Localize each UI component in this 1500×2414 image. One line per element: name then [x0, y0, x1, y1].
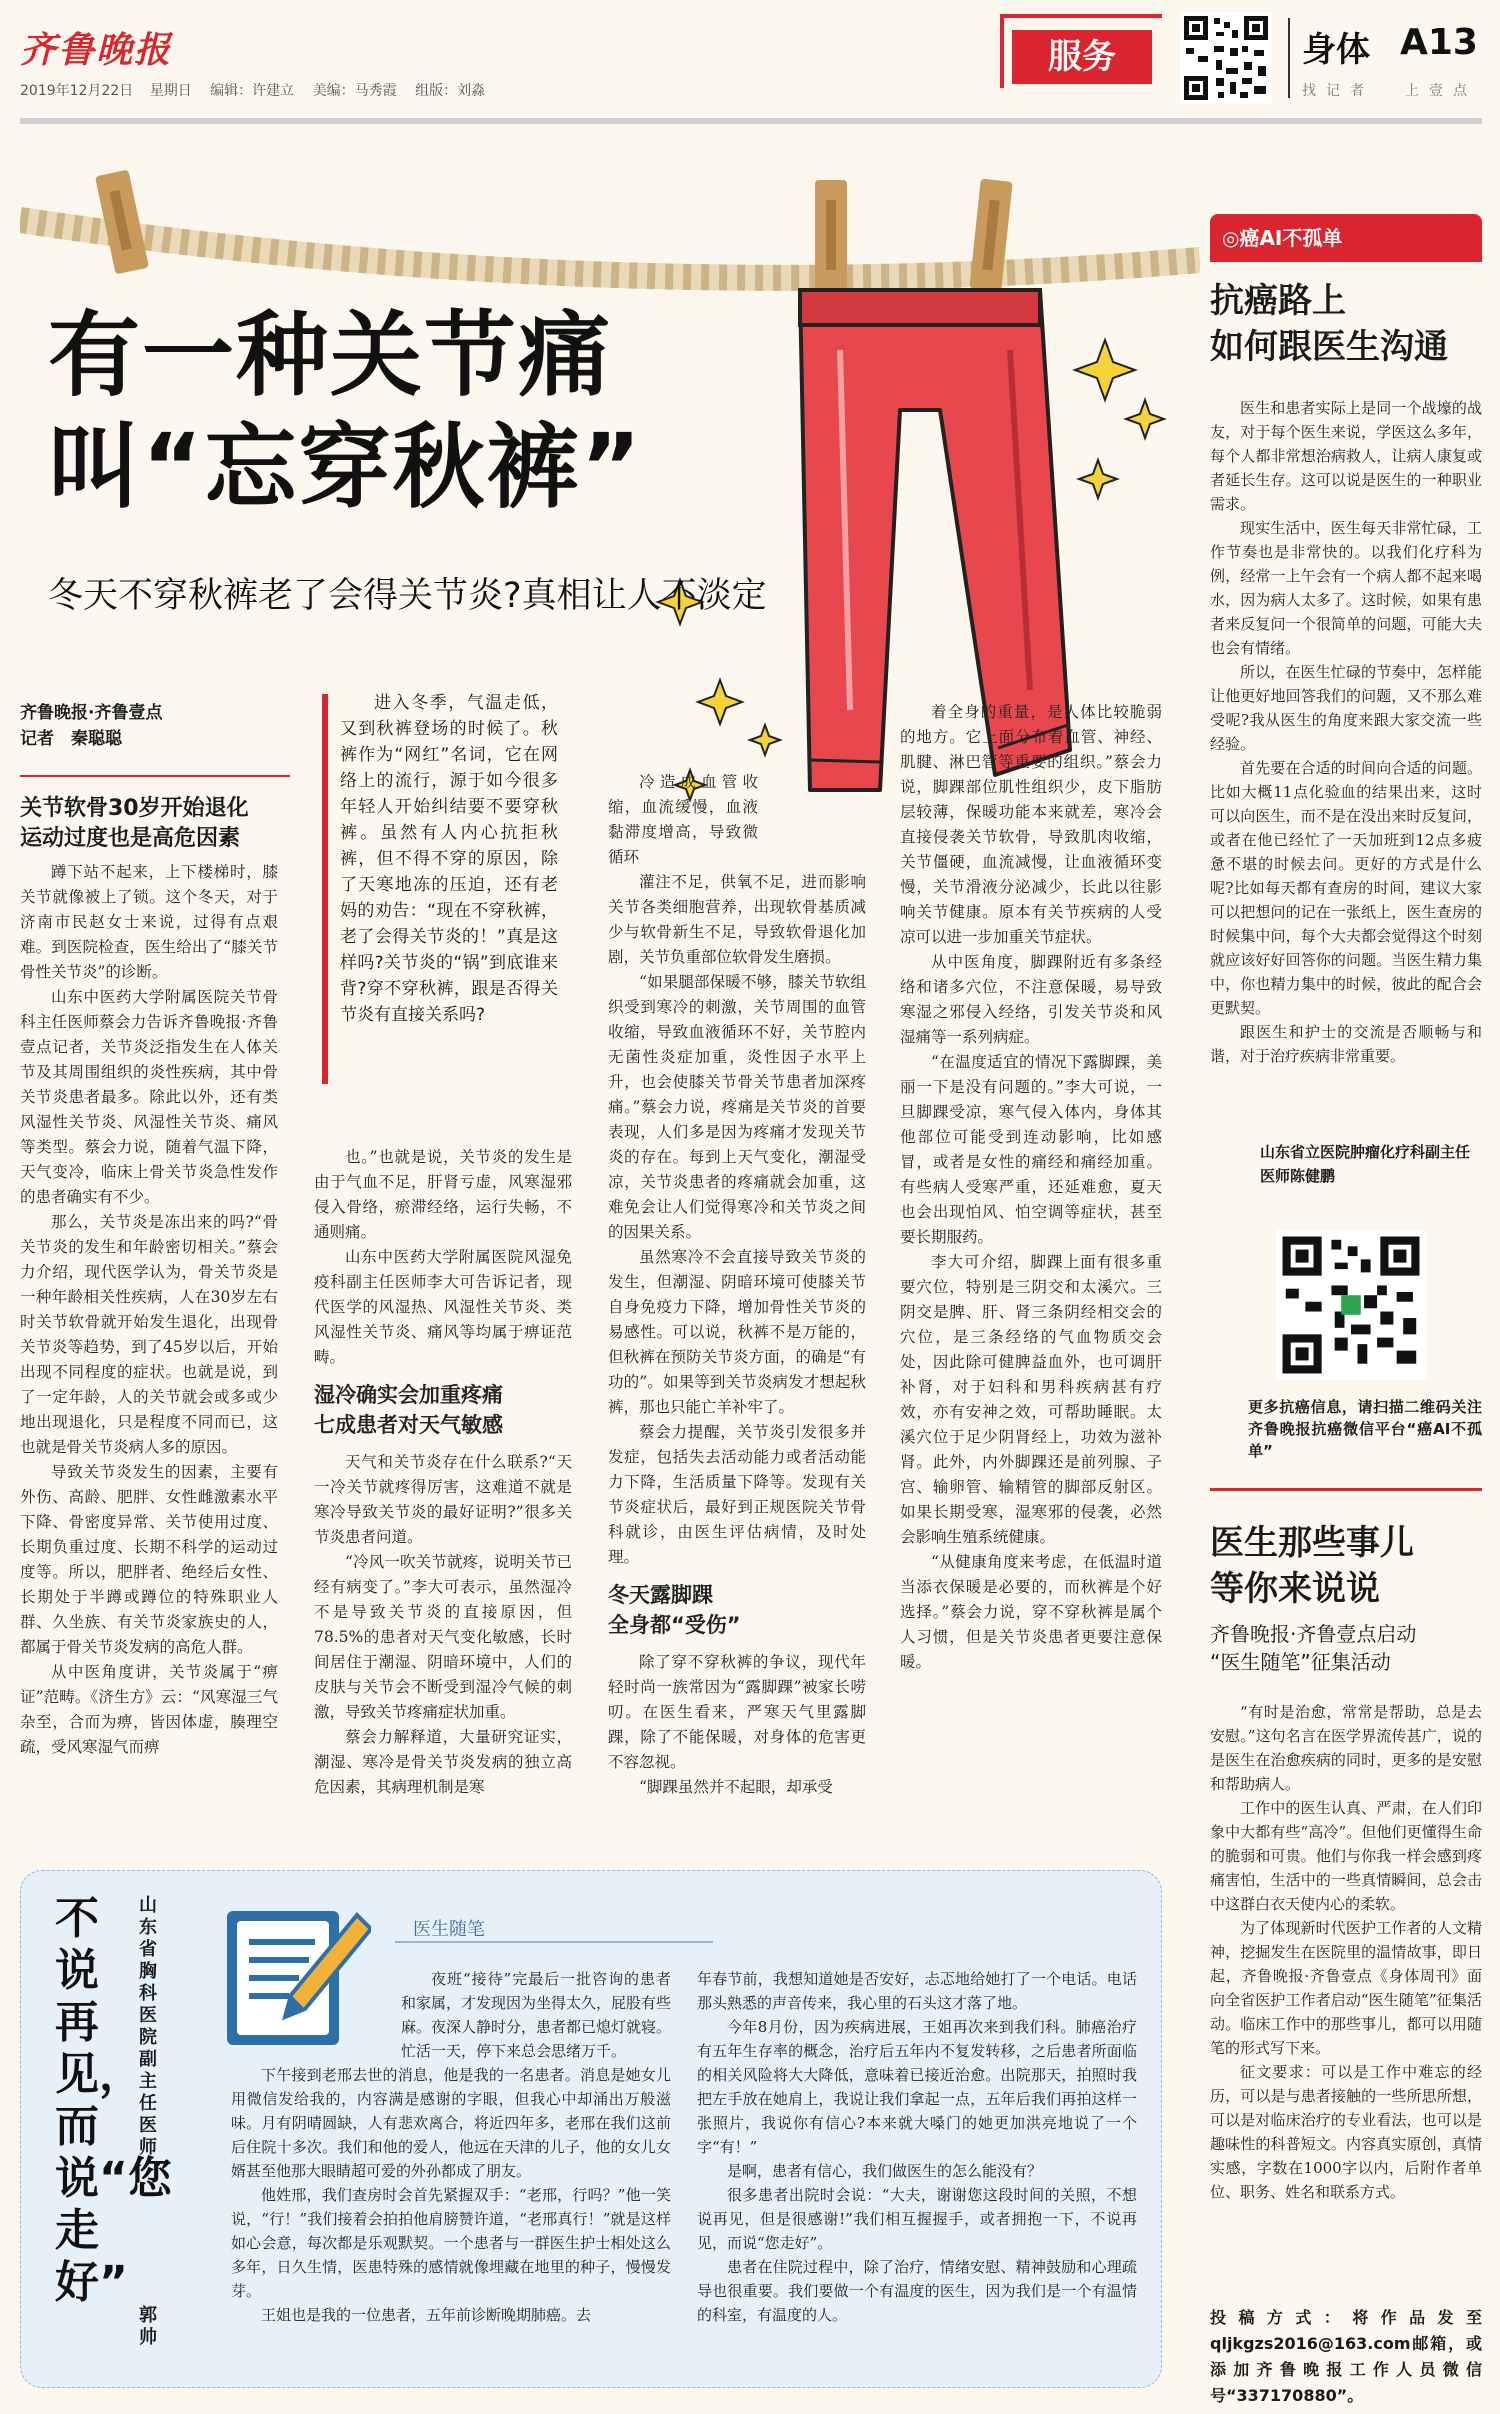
essay-col1-p3: 他姓邢，我们查房时会首先紧握双手：“老邢，行吗？”他一笑说，“行！”我们接着会拍拍他肩膀赞许道，“老邢真行！”就是这样如心会意，每次都是乐观默契。一个患者与一群医生护士相处这么多年，日久生情，医患特殊的感情就像埋藏在地里的种子，慢慢发芽。: [231, 2186, 671, 2300]
article-col-2: [314, 1145, 572, 1800]
col3-p1: 冷造成血管收缩，血流缓慢，血液黏滞度增高，导致微循环: [608, 773, 758, 866]
essay-col1-p2: 下午接到老邢去世的消息，他是我的一名患者。消息是她女儿用微信发给我的，内容满是感谢的字眼，但我心中却涌出万般滋味。月有阴晴圆缺，人有悲欢离合，将近四年多，老邢在我们这前后住院十多次。我们和他的爱人，他远在天津的儿子，他的女儿女婿甚至他那大眼睛超可爱的外孙都成了朋友。: [231, 2066, 671, 2180]
col4-p1: 着全身的重量，是人体比较脆弱的地方。它上面分布着血管、神经、肌腱、淋巴管等重要的组织。”蔡会力说，脚踝部位肌性组织少，皮下脂肪层较薄，保暖功能本来就差，寒冷会直接侵袭关节软骨，导致肌肉收缩，关节僵硬，血流减慢，让血液循环变慢，关节滑液分泌减少，长此以往影响关节健康。原本有关节疾病的人受凉可以进一步加重关节症状。: [900, 703, 1162, 946]
main-subtitle: 冬天不穿秋裤老了会得关节炎?真相让人不淡定: [48, 576, 767, 616]
masthead-divider: [1288, 18, 1290, 98]
col3-p3: “如果腿部保暖不够，膝关节软组织受到寒冷的刺激，关节周围的血管收缩，导致血液循环不好，关节腔内无菌性炎症加重，炎性因子水平上升，也会使膝关节骨关节患者加深疼痛。”蔡会力说，疼痛是关节炎的首要表现，人们多是因为疼痛才发现关节炎的存在。每到上天气变化，潮湿受凉，关节炎患者的疼痛就会加重，这难免会让人们觉得寒冷和关节炎之间的因果关系。: [608, 973, 866, 1241]
subhead-1: 关节软骨30岁开始退化 运动过度也是高危因素: [20, 796, 249, 851]
sidebar-author: 山东省立医院肿瘤化疗科副主任医师陈健鹏: [1260, 1143, 1471, 1185]
col4-p3: “在温度适宜的情况下露脚踝，美丽一下是没有问题的。”李大可说，一旦脚踝受凉，寒气侵入体内，身体其他部位可能受到连动影响，比如感冒，或者是女性的痛经和痛经加重。有些病人受寒严重，还延难愈，夏天也会出现怕风、怕空调等症状，甚至要长期服药。: [900, 1053, 1162, 1246]
sidebar2-p3: 为了体现新时代医护工作者的人文精神，挖掘发生在医院里的温情故事，即日起，齐鲁晚报·齐鲁壹点《身体周刊》面向全省医护工作者启动“医生随笔”征集活动。临床工作中的那些事儿，都可以用随笔的形式写下来。: [1210, 1919, 1482, 2057]
essay-author-org: 山东省胸科医院副主任医师: [139, 1895, 157, 2158]
col1-p1: 蹲下站不起来，上下楼梯时，膝关节就像被上了锁。这个冬天，对于济南市民赵女士来说，过得有点艰难。到医院检查，医生给出了“膝关节骨性关节炎”的诊断。: [20, 863, 278, 981]
subhead-3: 冬天露脚踝 全身都“受伤”: [608, 1583, 741, 1637]
sidebar2-p1: “有时是治愈，常常是帮助，总是去安慰。”这句名言在医学界流传甚广，说的是医生在治愈疾病的同时，更多的是安慰和帮助病人。: [1210, 1703, 1482, 1793]
page-number: A13: [1400, 22, 1478, 63]
essay-col-2: [697, 1967, 1137, 2327]
col3-p6: 除了穿不穿秋裤的争议，现代年轻时尚一族常因为“露脚踝”被家长唠叨。在医生看来，严寒天气里露脚踝，除了不能保暖，对身体的危害更不容忽视。: [608, 1653, 866, 1771]
main-title-line1: 有一种关节痛: [48, 302, 613, 409]
essay-col2-p2: 今年8月份，因为疾病进展，王姐再次来到我们科。肺癌治疗有五年生存率的概念，治疗后五年内不复发转移，之后患者所面临的相关风险将大大降低，意味着已接近治愈。出院那天，拍照时我把左手放在她肩上，我说让我们拿起一点，五年后我们再拍这样一张照片，我说你有信心?本来就大嗓门的她更加洪亮地说了一个字“有！”: [697, 2018, 1137, 2156]
article-col-4: [900, 700, 1162, 1675]
sidebar-p2: 现实生活中，医生每天非常忙碌，工作节奏也是非常快的。以我们化疗科为例，经常一上午会有一个病人都不起来喝水，因为病人太多了。这时候，如果有患者来反复问一个很简单的问题，可能大夫也会有情绪。: [1210, 519, 1482, 657]
sidebar-title2-line1: 医生那些事儿: [1210, 1523, 1414, 1563]
col3-p7: “脚踝虽然并不起眼，却承受: [639, 1778, 833, 1796]
essay-col1-p4: 王姐也是我的一位患者，五年前诊断晚期肺癌。去: [261, 2306, 592, 2324]
sidebar: [1210, 150, 1482, 2405]
sidebar2-p2: 工作中的医生认真、严肃，在人们印象中大都有些“高冷”。但他们更懂得生命的脆弱和可贵。他们与你我一样会感到疼痛害怕，生活中的一些真情瞬间，总会击中这群白衣天使内心的柔软。: [1210, 1799, 1482, 1913]
sidebar-p4: 首先要在合适的时间向合适的问题。比如大概11点化验血的结果出来，这时可以向医生，而不是在没出来时反复问，或者在他已经忙了一天加班到12点多疲惫不堪的时候去问。更好的方式是什么呢?比如每天都有查房的时间，建议大家可以把想问的记在一张纸上，医生查房的时候集中问，每个大夫都会觉得这个时刻就应该好好回答你的问题。当医生精力集中，你也精力集中的时候，彼此的配合会更默契。: [1210, 759, 1482, 1017]
byline: [20, 700, 162, 752]
col2-p1: 也。”也就是说，关节炎的发生是由于气血不足，肝肾亏虚，风寒湿邪侵入骨络，瘀滞经络，运行失畅，不通则痛。: [314, 1148, 572, 1241]
masthead: [0, 0, 1500, 140]
sidebar-p3: 所以，在医生忙碌的节奏中，怎样能让他更好地回答我们的问题，又不那么难受呢?我从医生的角度来跟大家交流一些经验。: [1210, 663, 1482, 753]
main-title: [48, 300, 643, 524]
masthead-logo: 齐鲁晚报: [20, 29, 173, 71]
main-title-line2: 叫“忘穿秋裤”: [48, 414, 643, 521]
essay-box: [20, 1870, 1162, 2388]
sidebar-subtitle-2: [1210, 1620, 1416, 1676]
essay-col2-p5: 患者在住院过程中，除了治疗，情绪安慰、精神鼓励和心理疏导也很重要。我们要做一个有温度的医生，因为我们是一个有温情的科室，有温度的人。: [697, 2258, 1137, 2324]
masthead-sub-a: 找记者: [1302, 83, 1374, 99]
sidebar-contribute: 投稿方式：将作品发至qljkgzs2016@163.com邮箱，或添加齐鲁晚报工作人员微信号“337170880”。: [1210, 2308, 1482, 2405]
col3-p4: 虽然寒冷不会直接导致关节炎的发生，但潮湿、阴暗环境可使膝关节自身免疫力下降，增加骨性关节炎的易感性。可以说，秋裤不是万能的，但秋裤在预防关节炎方面，的确是“有功的”。如果等到关节炎病发才想起秋裤，那也只能亡羊补牢了。: [608, 1248, 866, 1416]
essay-column-tag: 医生随笔: [395, 1915, 713, 1943]
sidebar-qr-icon: [1276, 1230, 1426, 1380]
article-col-3: [608, 770, 866, 1800]
col2-p5: 蔡会力解释道，大量研究证实，潮湿、寒冷是骨关节炎发病的独立高危因素，其病理机制是寒: [314, 1728, 572, 1796]
col2-p2: 山东中医药大学附属医院风湿免疫科副主任医师李大可告诉记者，现代医学的风湿热、风湿性关节炎、类风湿性关节炎、痛风等均属于痹证范畴。: [314, 1248, 572, 1366]
masthead-rule: [20, 118, 1482, 124]
article-col-1: [20, 860, 278, 1760]
sidebar-sub2-line2: “医生随笔”征集活动: [1210, 1650, 1391, 1674]
sidebar-sub2-line1: 齐鲁晚报·齐鲁壹点启动: [1210, 1622, 1417, 1646]
sidebar-body-2: [1210, 1700, 1482, 2204]
masthead-date: 2019年12月22日: [20, 83, 134, 99]
sidebar-p5: 跟医生和护士的交流是否顺畅与和谐，对于治疗疾病非常重要。: [1210, 1023, 1482, 1065]
col1-p2: 山东中医药大学附属医院关节骨科主任医师蔡会力告诉齐鲁晚报·齐鲁壹点记者，关节炎泛指发生在人体关节及其周围组织的炎性疾病，其中骨关节炎患者最多。除此以外，还有类风湿性关节炎、风湿性关节炎、痛风等类型。蔡会力说，随着气温下降，天气变冷，临床上骨关节炎急性发作的患者确实有不少。: [20, 988, 278, 1206]
sidebar-divider: [1210, 1488, 1482, 1491]
essay-col1-p1: 夜班“接待”完最后一批咨询的患者和家属，才发现因为坐得太久，屁股有些麻。夜深人静时分，患者都已熄灯就寝。忙活一天，停下来总会思绪万千。: [401, 1970, 672, 2060]
masthead-info: [20, 80, 485, 100]
sidebar-tag: ◎癌AI不孤单: [1210, 214, 1482, 262]
masthead-editor: 编辑：许建立: [210, 83, 295, 99]
masthead-proof: 组版：刘淼: [415, 83, 486, 99]
col1-p5: 从中医角度讲，关节炎属于“痹证”范畴。《济生方》云：“风寒湿三气杂至，合而为痹，皆因体虚，腠理空疏，受风寒湿气而痹: [20, 1663, 278, 1756]
sidebar-p1: 医生和患者实际上是同一个战壕的战友，对于每个医生来说，学医这么多年，每个人都非常想治病救人，让病人康复或者延长生存。这可以说是医生的一种职业需求。: [1210, 399, 1482, 513]
masthead-art: 美编：马秀霞: [312, 83, 397, 99]
essay-title: 不说再见，而说“您走好”: [55, 1893, 172, 2308]
essay-col2-p1: 年春节前，我想知道她是否安好，忐忑地给她打了一个电话。电话那头熟悉的声音传来，我心里的石头这才落了地。: [697, 1970, 1137, 2012]
sidebar-title: [1210, 278, 1448, 370]
essay-author-name: 郭帅: [139, 2305, 157, 2348]
col4-p2: 从中医角度，脚踝附近有多条经络和诸多穴位，不注意保暖，易导致寒湿之邪侵入经络，引发关节炎和风湿痛等一系列病症。: [900, 953, 1162, 1046]
sidebar-title-2: [1210, 1520, 1414, 1612]
masthead-weekday: 星期日: [149, 83, 192, 99]
col1-p4: 导致关节炎发生的因素，主要有外伤、高龄、肥胖、女性雌激素水平下降、骨密度异常、关节使用过度、长期负重过度、长期不科学的运动过度等。所以，肥胖者、绝经后女性、长期处于半蹲或蹲位的特殊职业人群、久坐族、有关节炎家族史的人，都属于骨关节炎发病的高危人群。: [20, 1463, 278, 1656]
clothespin-icon: [815, 180, 847, 290]
essay-col2-p4: 很多患者出院时会说：“大夫，谢谢您这段时间的关照，不想说再见，但是很感谢!”我们相互握握手，或者拥抱一下，不说再见，而说“您走好”。: [697, 2186, 1137, 2252]
col4-p4: 李大可介绍，脚踝上面有很多重要穴位，特别是三阴交和太溪穴。三阴交是脾、肝、肾三条阴经相交会的穴位，是三条经络的气血物质交会处，因此除可健脾益血外，也可调肝补肾，对于妇科和男科疾病甚有疗效，亦有安神之效，可帮助睡眠。太溪穴位于足少阴肾经上，功效为滋补肾。此外，内外脚踝还是前列腺、子宫、输卵管、输精管的脚部反射区。如果长期受寒，湿寒邪的侵袭，必然会影响生殖系统健康。: [900, 1253, 1162, 1546]
page-section: 身体: [1302, 30, 1370, 70]
masthead-sub-b: 上壹点: [1405, 83, 1477, 99]
col2-p3: 天气和关节炎存在什么联系?“天一冷关节就疼得厉害，这难道不就是寒冷导致关节炎的最好证明?”很多关节炎患者问道。: [314, 1453, 572, 1546]
lead-paragraph: 进入冬季，气温走低，又到秋裤登场的时候了。秋裤作为“网红”名词，它在网络上的流行，源于如今很多年轻人开始纠结要不要穿秋裤。虽然有人内心抗拒秋裤，但不得不穿的原因，除了天寒地冻的压迫，还有老妈的劝告：“现在不穿秋裤，老了会得关节炎的！”真是这样吗?关节炎的“锅”到底谁来背?穿不穿秋裤，跟是否得关节炎有直接关系吗?: [340, 693, 558, 1025]
col3-p5: 蔡会力提醒，关节炎引发很多并发症，包括失去活动能力或者活动能力下降，生活质量下降等。发现有关节炎症状后，最好到正规医院关节骨科就诊，由医生评估病情，及时处理。: [608, 1423, 866, 1566]
col1-p3: 那么，关节炎是冻出来的吗?“骨关节炎的发生和年龄密切相关。”蔡会力介绍，现代医学认为，骨关节炎是一种年龄相关性疾病，人在30岁左右时关节软骨就开始发生退化，出现骨关节炎等趋势，到了45岁以后，开始出现不同程度的症状。也就是说，到了一定年龄，人的关节就会或多或少地出现退化，只是程度不同而已，这也就是骨关节炎病人多的原因。: [20, 1213, 278, 1456]
essay-col-1: [231, 1967, 671, 2327]
masthead-qr-icon: [1180, 12, 1272, 104]
byline-reporter: 记者 秦聪聪: [20, 729, 122, 749]
col3-p2: 灌注不足，供氧不足，进而影响关节各类细胞营养，出现软骨基质减少与软骨新生不足，导致软骨退化加剧，关节负重部位软骨发生磨损。: [608, 873, 866, 966]
sidebar-qr-caption: 更多抗癌信息，请扫描二维码关注齐鲁晚报抗癌微信平台“癌AI不孤单”: [1248, 1398, 1482, 1460]
sidebar-title-line2: 如何跟医生沟通: [1210, 327, 1448, 367]
sidebar-body: [1210, 396, 1482, 1068]
sidebar-title-line1: 抗癌路上: [1210, 281, 1346, 321]
essay-col2-p3: 是啊，患者有信心，我们做医生的怎么能没有？: [727, 2162, 1043, 2180]
lead-bar: [322, 694, 328, 1084]
sidebar2-p4: 征文要求：可以是工作中难忘的经历，可以是与患者接触的一些所思所想，可以是对临床治疗的专业看法，也可以是趣味性的科普短文。内容真实原创，真情实感，字数在1000字以内，后附作者单位、职务、姓名和联系方式。: [1210, 2063, 1482, 2201]
section-tag: 服务: [1012, 30, 1152, 84]
sidebar-title2-line2: 等你来说说: [1210, 1569, 1380, 1609]
sub1-rule: [20, 775, 290, 777]
byline-org: 齐鲁晚报·齐鲁壹点: [20, 703, 163, 723]
subhead-2: 湿冷确实会加重疼痛 七成患者对天气敏感: [314, 1383, 503, 1437]
col4-p5: “从健康角度来考虑，在低温时道当添衣保暖是必要的，而秋裤是个好选择。”蔡会力说，穿不穿秋裤是属个人习惯，但是关节炎患者更要注意保暖。: [900, 1553, 1162, 1671]
col2-p4: “冷风一吹关节就疼，说明关节已经有病变了。”李大可表示，虽然湿冷不是导致关节炎的直接原因，但78.5%的患者对天气变化敏感，长时间居住于潮湿、阴暗环境中，人们的皮肤与关节会不断受到湿冷气候的刺激，导致关节疼痛症状加重。: [314, 1553, 572, 1721]
